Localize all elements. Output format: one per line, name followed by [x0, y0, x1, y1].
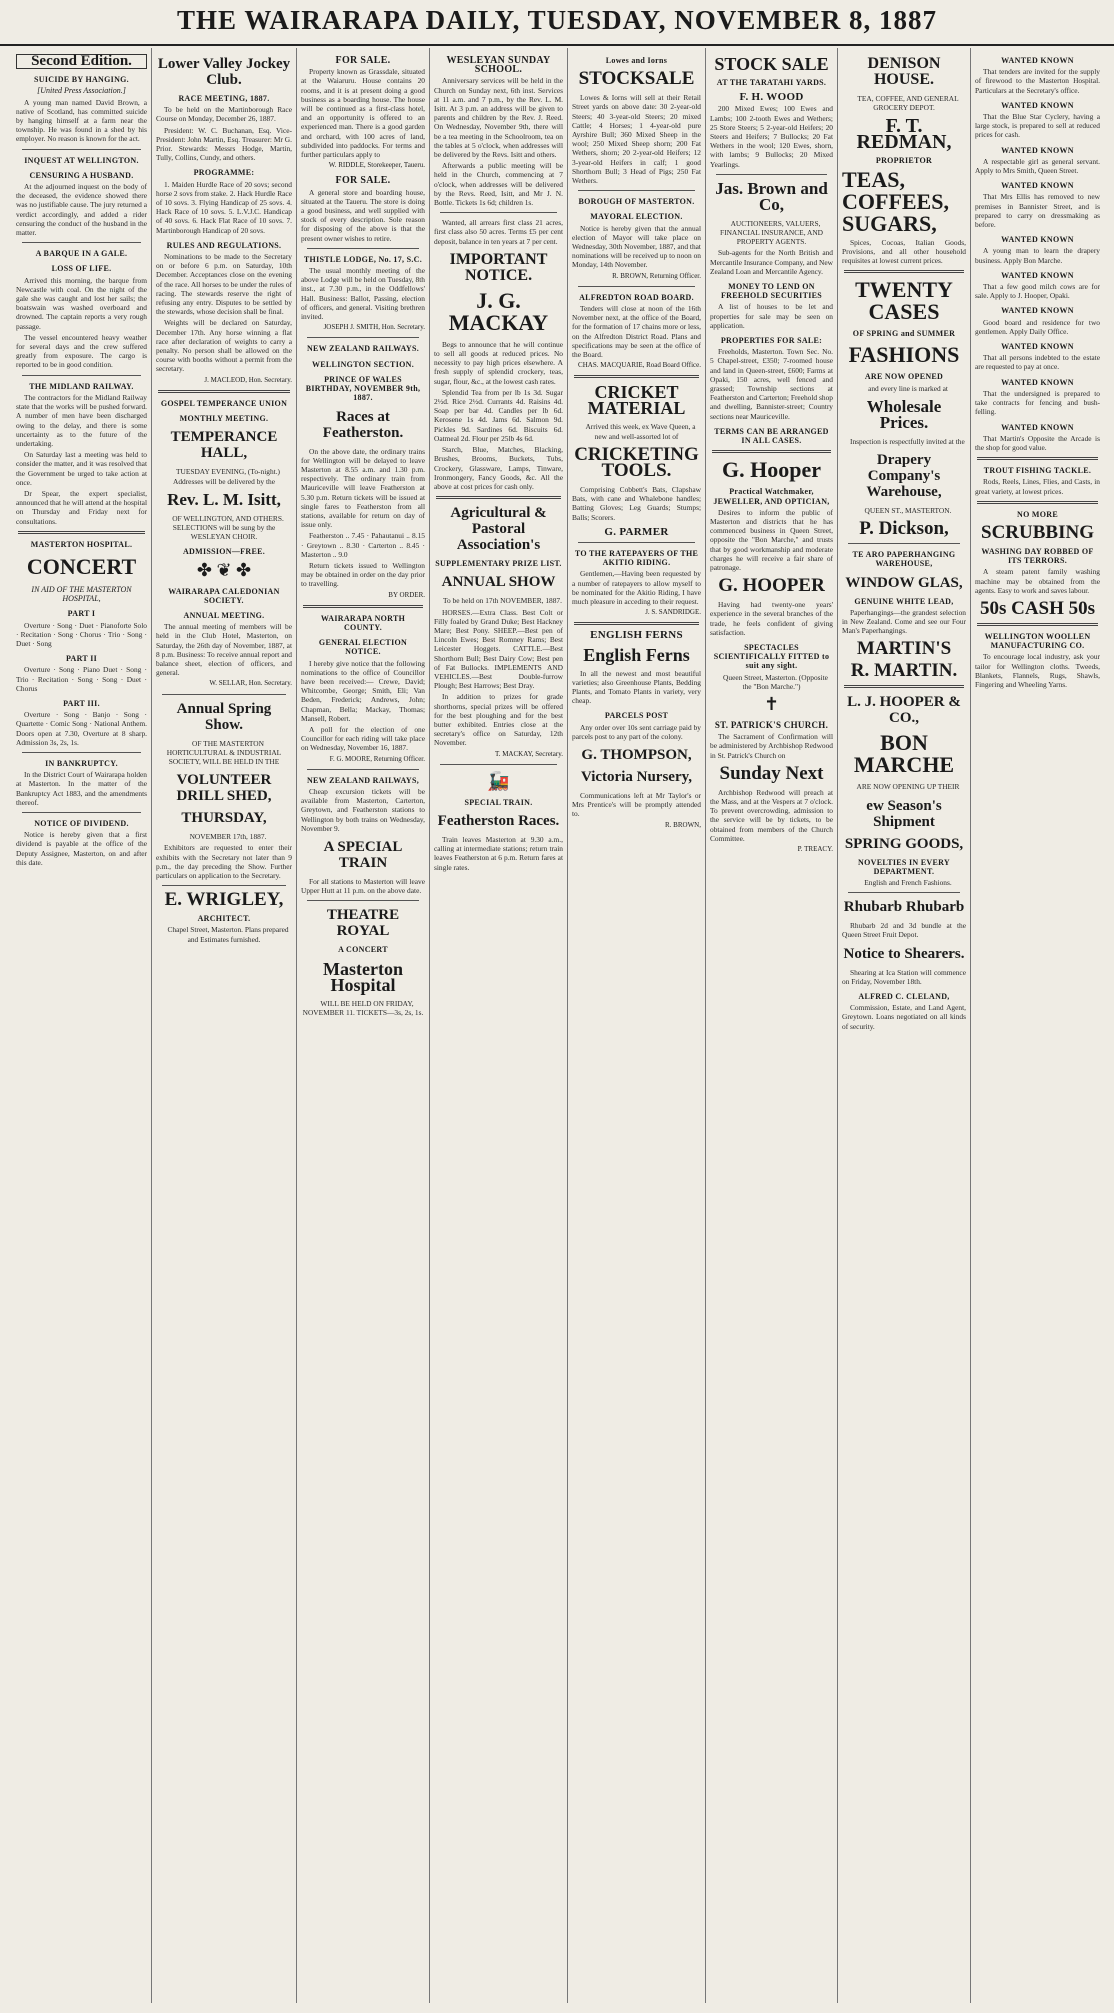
now-opened: ARE NOW OPENED — [864, 372, 944, 382]
teas: TEAS, — [842, 166, 905, 192]
ferns-head: ENGLISH FERNS — [590, 629, 683, 642]
concert-sub: IN AID OF THE MASTERTON HOSPITAL, — [31, 584, 132, 604]
edition-label: Second Edition. — [16, 54, 147, 69]
mayoral-head: MAYORAL ELECTION. — [590, 212, 683, 222]
r-martin: R. MARTIN. — [850, 660, 958, 682]
special-train-head: SPECIAL TRAIN. — [464, 797, 533, 807]
wanted-5: WANTED KNOWN — [1001, 235, 1074, 245]
wanted-2: WANTED KNOWN — [1001, 100, 1074, 110]
victoria-nursery: Victoria Nursery, — [580, 768, 693, 785]
concert-part-3: PART III. — [63, 698, 100, 708]
parmer-name: G. PARMER — [604, 525, 669, 538]
wanted-4: WANTED KNOWN — [1001, 181, 1074, 191]
forsale-2: FOR SALE. — [335, 175, 391, 187]
general-election: GENERAL ELECTION NOTICE. — [318, 638, 408, 657]
heading-inquest: INQUEST AT WELLINGTON. — [24, 155, 139, 165]
cross-icon: ✝ — [763, 693, 780, 714]
concert-part-2: PART II — [65, 654, 98, 664]
wesleyan-head: WESLEYAN SUNDAY SCHOOL. — [446, 55, 551, 76]
mackay-name: J. G. MACKAY — [448, 287, 549, 335]
hooper-trade: Practical Watchmaker, JEWELLER, AND OPTICIAN, — [713, 487, 830, 506]
dickson-name: P. Dickson, — [859, 518, 949, 540]
white-lead: GENUINE WHITE LEAD, — [854, 596, 954, 606]
spring-goods: SPRING GOODS, — [844, 835, 964, 852]
wanted-3: WANTED KNOWN — [1001, 145, 1074, 155]
election-head: WAIRARAPA NORTH COUNTY. — [320, 613, 406, 632]
novelties: NOVELTIES IN EVERY DEPARTMENT. — [858, 857, 950, 876]
hooper-name-2: G. HOOPER — [718, 575, 825, 597]
column-7: DENISON HOUSE. TEA, COFFEE, AND GENERAL GROCERY DEPOT. F. T. REDMAN, PROPRIETOR TEAS, COFFEES, SUGARS, Spices, Cocoas, Italian Goods, Provisions, and all other household requisites at lowest current prices. TWENTY CASES OF SPRING and SUMMER FASHIONS ARE NOW OPENED and every line is marked at Wholesale Prices. Inspection is respectfully invited at the Drapery Company's Warehouse, QUEEN ST., MASTERTON. P. Dickson, TE ARO PAPERHANGING WAREHOUSE, WINDOW GLAS, GENUINE WHITE LEAD, Paperhangings—the grandest selection in New Zealand. Come and see our Four Man's Paperhangings. MARTIN'S R. MARTIN. L. J. HOOPER & CO., BON MARCHE ARE NOW OPENING UP THEIR ew Season's Shipment SPRING GOODS, NOVELTIES IN EVERY DEPARTMENT. English and French Fashions. Rhubarb Rhubarb Rhubarb 2d and 3d bundle at the Queen Street Fruit Depot. Notice to Shearers. Shearing at Ica Station will commence on Friday, November 18th. ALFRED C. CLELAND, Commission, Estate, and Land Agent, Greytown. Loans negotiated on all kinds of security. — [838, 48, 971, 2003]
forsale-1: FOR SALE. — [335, 55, 391, 66]
column-4: WESLEYAN SUNDAY SCHOOL. Anniversary services will be held in the Church on Sunday next, 6th inst. Services at 11 a.m. and 7 p.m., by the Rev. L. M. Isitt. At 3 p.m. an address will be given to parents and children by the Rev. J. Reed. On Wednesday, November 9th, there will be a tea meeting in the Schoolroom, tea on the tables at 5 o'clock, when addresses will be delivered by the Revs. Isitt and others. Afterwards a public meeting will be held in the Church, commencing at 7 o'clock, when addresses will be delivered by the Revs. Reed, Isitt, and Mr J. N. Bottle. Tickets 1s 6d; children 1s. Wanted, all arrears first class 21 acres, first class also 50 acres. Terms £5 per cent deposit, balance in ten years at 7 per cent. IMPORTANT NOTICE. J. G. MACKAY Begs to announce that he will continue to sell all goods at reduced prices. No necessity to pay high prices elsewhere. A fresh supply of splendid crockery, teas, sugar, flour, &c., at the lowest cash rates. Splendid Tea from per lb 1s 3d. Sugar 2½d. Rice 2½d. Currants 4d. Raisins 4d. Soap per bar 4d. Candles per lb 6d. Kerosene 1s 4d. Jams 6d. Salmon 9d. Pickles 9d. Sardines 6d. Biscuits 6d. Oatmeal 2d. Flour per 25lb 4s 6d. Starch, Blue, Matches, Blacking, Brushes, Brooms, Buckets, Tubs, Crockery, Glassware, Lamps, Tinware, Ironmongery, Fancy Goods, &c. All the above at cost prices for cash only. Agricultural & Pastoral Association's SUPPLEMENTARY PRIZE LIST. ANNUAL SHOW To be held on 17th NOVEMBER, 1887. HORSES.—Extra Class. Best Colt or Filly foaled by Grand Duke; Best Hackney Mare; Best Pony. SHEEP.—Best pen of Lincoln Ewes; Best Romney Rams; Best Leicester Hoggets. CATTLE.—Best Shorthorn Bull; Best Dairy Cow; Best pen of Fat Bullocks. IMPLEMENTS AND VEHICLES.—Best Double-furrow Plough; Best Harrows; Best Dray. In addition to prizes for grade shorthorns, special prizes will be offered for the best ploughing and for the best butter exhibited. Entries close at the secretary's office on Saturday, 12th November. T. MACKAY, Secretary. 🚂 SPECIAL TRAIN. Featherston Races. Train leaves Masterton at 9.30 a.m., calling at intermediate stations; return train leaves Featherston at 6 p.m. Return fares at single rates. — [430, 48, 568, 2003]
twenty-cases: TWENTY CASES — [855, 277, 953, 325]
heading-midland: THE MIDLAND RAILWAY. — [29, 381, 134, 391]
thompson-name: G. THOMPSON, — [581, 746, 692, 763]
heading-hospital: MASTERTON HOSPITAL. — [30, 539, 133, 549]
cleland-name: ALFRED C. CLELAND, — [858, 992, 950, 1002]
wanted-10: WANTED KNOWN — [1001, 422, 1074, 432]
ratepayers-head: TO THE RATEPAYERS OF THE AKITIO RIDING. — [574, 548, 699, 568]
lodge-head: THISTLE LODGE, No. 17, S.C. — [303, 254, 423, 264]
taratahi-yards: AT THE TARATAHI YARDS. — [716, 78, 827, 87]
rhubarb: Rhubarb Rhubarb — [843, 899, 965, 916]
notice-shearers: Notice to Shearers. — [843, 945, 965, 962]
spring-summer: OF SPRING and SUMMER — [852, 329, 956, 339]
drapery-warehouse: Drapery Company's Warehouse, — [866, 452, 942, 501]
terms-cases: TERMS CAN BE ARRANGED IN ALL CASES. — [714, 426, 829, 446]
supp-list: SUPPLEMENTARY PRIZE LIST. — [435, 559, 562, 569]
thursday: THURSDAY, — [181, 810, 267, 827]
temperance-hall: TEMPERANCE HALL, — [170, 429, 278, 462]
denison-house: DENISON HOUSE. — [867, 55, 941, 88]
proprietor-label: PROPRIETOR — [875, 156, 933, 166]
alfredton-head: ALFREDTON ROAD BOARD. — [579, 292, 694, 302]
club-title: Lower Valley Jockey Club. — [157, 56, 291, 88]
hooper-name: G. Hooper — [722, 457, 821, 483]
spring-show: Annual Spring Show. — [176, 700, 272, 733]
scrubbing: SCRUBBING — [981, 521, 1094, 543]
gospel-head: GOSPEL TEMPERANCE UNION — [160, 398, 288, 408]
no-more: NO MORE — [1017, 509, 1058, 519]
fashions: FASHIONS — [848, 342, 960, 368]
bon-marche: BON MARCHE — [853, 730, 955, 778]
architect-label: ARCHITECT. — [197, 914, 251, 924]
fifty-cash: 50s CASH 50s — [979, 597, 1096, 619]
woollen-co: WELLINGTON WOOLLEN MANUFACTURING CO. — [984, 631, 1091, 651]
concert-title: CONCERT — [26, 553, 137, 579]
nzr2-head: NEW ZEALAND RAILWAYS, — [306, 775, 420, 785]
featherston-races: Featherston Races. — [437, 812, 560, 829]
parcels-head: PARCELS POST — [604, 711, 669, 721]
money-lend: MONEY TO LEND ON FREEHOLD SECURITIES — [720, 282, 823, 301]
theatre-royal: THEATRE ROYAL — [326, 907, 400, 940]
special-train: A SPECIAL TRAIN — [323, 839, 403, 872]
terrors: WASHING DAY ROBBED OF ITS TERRORS. — [981, 546, 1094, 566]
heading-dividend: NOTICE OF DIVIDEND. — [34, 819, 129, 828]
lowes-head: Lowes and Iorns — [605, 56, 668, 65]
stock-sale: STOCK SALE — [714, 54, 829, 74]
heading-loss: LOSS OF LIFE. — [51, 264, 112, 274]
column-1: Second Edition. SUICIDE BY HANGING. [United Press Association.] A young man named David Brown, a native of Scotland, has committed suicide by hanging himself at a farm near the township. He was found in a shed by his employer. No reason is known for the act. INQUEST AT WELLINGTON. CENSURING A HUSBAND. At the adjourned inquest on the body of the deceased, the evidence showed there was no justifiable cause. The jury returned a verdict accordingly, and added a rider censuring the conduct of the husband in the matter. A BARQUE IN A GALE. LOSS OF LIFE. Arrived this morning, the barque from Newcastle with coal. On the night of the gale she was caught and lost her sails; the boatswain was washed overboard and drowned. The captain reports a very rough passage. The vessel encountered heavy weather for several days and the crew suffered greatly from exposure. The cargo is reported to be in good condition. THE MIDLAND RAILWAY. The contractors for the Midland Railway state that the works will be pushed forward. A number of men have been discharged owing to the delay, and there is some uncertainty as to the future of the undertaking. On Saturday last a meeting was held to consider the matter, and it was resolved that the Government be urged to take action at once. Dr Spear, the expert specialist, announced that he will attend at the hospital on Thursday and Friday next for consultations. MASTERTON HOSPITAL. CONCERT IN AID OF THE MASTERTON HOSPITAL, PART I Overture · Song · Duet · Pianoforte Solo · Recitation · Song · Chorus · Trio · Song · Duet · Song PART II Overture · Song · Piano Duet · Song · Trio · Recitation · Song · Song · Duet · Chorus PART III. Overture · Song · Banjo · Song · Quartette · Comic Song · National Anthem. Doors open at 7.30, Overture at 8 sharp. Admission 3s, 2s, 1s. IN BANKRUPTCY. In the District Court of Wairarapa holden at Masterton. In the matter of the Bankruptcy Act 1883, and the amendments thereof. NOTICE OF DIVIDEND. Notice is hereby given that a first dividend is payable at the office of the Deputy Assignee, Masterton, on and after this date. — [12, 48, 152, 2003]
hoopers-name: L. J. HOOPER & CO., — [847, 694, 961, 727]
english-ferns: English Ferns — [583, 644, 690, 665]
press-assoc: [United Press Association.] — [37, 86, 126, 96]
wellington-section: WELLINGTON SECTION. — [311, 359, 415, 369]
properties-head: PROPERTIES FOR SALE: — [720, 336, 823, 346]
wood-name: F. H. WOOD — [739, 91, 804, 104]
column-8: WANTED KNOWN That tenders are invited for the supply of firewood to the Masterton Hospital. Particulars at the Secretary's office. WANTED KNOWN That the Blue Star Cyclery, having a large stock, is prepared to sell at reduced prices for cash. WANTED KNOWN A respectable girl as general servant. Apply to Mrs Smith, Queen Street. WANTED KNOWN That Mrs Ellis has removed to new premises in Bannister Street, and is prepared to carry on dressmaking as before. WANTED KNOWN A young man to learn the drapery business. Apply Bon Marche. WANTED KNOWN That a few good milch cows are for sale. Apply to J. Hooper, Opaki. WANTED KNOWN Good board and residence for two gentlemen. Apply Daily Office. WANTED KNOWN That all persons indebted to the estate are requested to pay at once. WANTED KNOWN That the undersigned is prepared to take contracts for fencing and bush-felling. WANTED KNOWN That Martin's Opposite the Arcade is the shop for good value. TROUT FISHING TACKLE. Rods, Reels, Lines, Flies, and Casts, in great variety, at lowest prices. NO MORE SCRUBBING WASHING DAY ROBBED OF ITS TERRORS. A steam patent family washing machine may be obtained from the agents. Easy to work and saves labour. 50s CASH 50s WELLINGTON WOOLLEN MANUFACTURING CO. To encourage local industry, ask your tailor for Wellington cloths. Tweeds, Blankets, Flannels, Rugs, Shawls, Fingering and Wheeling Yarns. — [975, 56, 1100, 689]
heading-suicide: SUICIDE BY HANGING. — [34, 75, 129, 85]
monthly-meeting: MONTHLY MEETING. — [179, 414, 269, 424]
drill-shed: VOLUNTEER DRILL SHED, — [176, 772, 272, 805]
important-notice: IMPORTANT NOTICE. — [449, 250, 548, 284]
a-concert: A CONCERT — [338, 945, 388, 955]
window-glass: WINDOW GLAS, — [845, 574, 963, 591]
wanted-6: WANTED KNOWN — [1001, 270, 1074, 280]
column-6: STOCK SALE AT THE TARATAHI YARDS. F. H. WOOD 200 Mixed Ewes; 100 Ewes and Lambs; 100 2-tooth Ewes and Wethers; 25 Store Steers; 5 2-year-old Heifers; 20 Steers and Heifers; 7 Bullocks; 20 Fat Wethers in the wool; 120 Ewes, shorn, with lambs; 9 Bullocks; 20 Mixed Yearlings. Jas. Brown and Co, AUCTIONEERS, VALUERS, FINANCIAL INSURANCE, AND PROPERTY AGENTS. Sub-agents for the North British and Mercantile Insurance Company, and New Zealand Loan and Mercantile Agency. MONEY TO LEND ON FREEHOLD SECURITIES A list of houses to be let and properties for sale may be seen on application. PROPERTIES FOR SALE: Freeholds, Masterton. Town Sec. No. 5 Chapel-street, £350; 7-roomed house and land in Queen-street, £600; Farms at Opaki, 150 acres, well fenced and grassed; Township sections at Featherston and Carterton; Freehold shop and dwelling, Bannister-street; Country sections near Mauriceville. TERMS CAN BE ARRANGED IN ALL CASES. G. Hooper Practical Watchmaker, JEWELLER, AND OPTICIAN, Desires to inform the public of Masterton and districts that he has commenced business in Queen Street, opposite the "Bon Marche," and trusts that by good workmanship and moderate charges he will receive a fair share of patronage. G. HOOPER Having had twenty-one years' experience in the several branches of the trade, he feels confident of giving satisfaction. SPECTACLES SCIENTIFICALLY FITTED to suit any sight. Queen Street, Masterton. (Opposite the "Bon Marche.") ✝ ST. PATRICK'S CHURCH. The Sacrament of Confirmation will be administered by Archbishop Redwood in St. Patrick's Church on Sunday Next Archbishop Redwood will preach at the Mass, and at the Vespers at 7 o'clock. To prevent overcrowding, admission to the service will be by tickets, to be obtained from members of the Church Committee. P. TREACY. — [706, 48, 838, 2003]
browns-name: Jas. Brown and Co, — [715, 178, 828, 214]
isitt-name: Rev. L. M. Isitt, — [167, 489, 281, 509]
locomotive-image: 🚂 — [487, 770, 510, 791]
church-head: ST. PATRICK'S CHURCH. — [714, 719, 829, 730]
nzr-head: NEW ZEALAND RAILWAYS. — [306, 344, 420, 354]
te-aro-head: TE ARO PAPERHANGING WAREHOUSE, — [852, 550, 956, 569]
admission-free: ADMISSION—FREE. — [182, 547, 266, 557]
martins: MARTIN'S — [856, 638, 952, 660]
agri-head: Agricultural & Pastoral Association's — [450, 505, 547, 554]
new-season-shipment: ew Season's Shipment — [866, 797, 942, 830]
stocksale: STOCKSALE — [578, 68, 695, 90]
cricket-material: CRICKET MATERIAL — [587, 382, 686, 419]
column-5: Lowes and Iorns STOCKSALE Lowes & Iorns will sell at their Retail Street yards on above date: 30 2-year-old Steers; 40 3-year-old Steers; 20 mixed Cattle; 4 Horses; 1 4-year-old pure Ayrshire Bull; 360 Mixed Sheep in the wool; 250 Mixed Sheep shorn; 200 Fat Wethers, shorn; 20 2-year-old Heifers; 12 3-year-old Heifers in calf; 1 good Shorthorn Bull; 3 Head of Pigs; 250 Fat Wethers. BOROUGH OF MASTERTON. MAYORAL ELECTION. Notice is hereby given that the annual election of Mayor will take place on Wednesday, 30th November, 1887, and that nominations will be received up to noon on Monday, 14th November. R. BROWN, Returning Officer. ALFREDTON ROAD BOARD. Tenders will close at noon of the 16th November next, at the office of the Board, for the formation of 17 chains more or less, on the Alfredton District Road. Plans and specifications may be seen at the office of the Board. CHAS. MACQUARIE, Road Board Office. CRICKET MATERIAL Arrived this week, ex Wave Queen, a new and well-assorted lot of CRICKETING TOOLS. Comprising Cobbett's Bats, Clapshaw Bats, with cane and Whalebone handles; Batting Gloves; Leg Guards; Stumps; Balls; Scorers. G. PARMER TO THE RATEPAYERS OF THE AKITIO RIDING. Gentlemen,—Having been requested by a number of ratepayers to allow myself to be nominated for the Akitio Riding, I have much pleasure in acceding to their request. J. S. SANDRIDGE. ENGLISH FERNS English Ferns In all the newest and most beautiful varieties; also Greenhouse Plants, Bedding Plants, and Tomato Plants in variety, very cheap. PARCELS POST Any order over 10s sent carriage paid by parcels post to any part of the colony. G. THOMPSON, Victoria Nursery, Communications left at Mr Taylor's or Mrs Prentice's will be promptly attended to. R. BROWN, — [568, 48, 706, 2003]
heading-bankruptcy: IN BANKRUPTCY. — [45, 758, 118, 768]
wanted-1: WANTED KNOWN — [1001, 56, 1074, 65]
wanted-9: WANTED KNOWN — [1001, 377, 1074, 387]
cricket-tools: CRICKETING TOOLS. — [574, 443, 699, 481]
caledonian-head: WAIRARAPA CALEDONIAN SOCIETY. — [168, 586, 280, 605]
wanted-8: WANTED KNOWN — [1001, 342, 1074, 352]
borough-head: BOROUGH OF MASTERTON. — [578, 197, 695, 207]
annual-show: ANNUAL SHOW — [441, 574, 556, 591]
races-featherston: Races at Featherston. — [322, 408, 404, 441]
wrigley-name: E. WRIGLEY, — [164, 889, 284, 911]
thistle-emblem: ✤ ❦ ✤ — [196, 559, 252, 580]
annual-meeting: ANNUAL MEETING. — [183, 610, 265, 620]
column-3: FOR SALE. Property known as Grassdale, situated at the Waiaruru. House contains 20 rooms, and it is at present doing a good business as a boarding house. The house will be continued as a first-class hotel, and an opportunity is offered to an experienced man. There is a good garden and orchard, with 100 acres of land, subdivided into paddocks. For terms and further particulars apply to W. RIDDLE, Storekeeper, Taueru. FOR SALE. A general store and boarding house, situated at the Taueru. The store is doing a good business, and well supplied with stock of every description. Sole reason for disposing of the above is that the present owner wishes to retire. THISTLE LODGE, No. 17, S.C. The usual monthly meeting of the above Lodge will be held on Tuesday, 8th inst., at 7.30 p.m., in the Oddfellows' Hall. Business: Ballot, Passing, election of officers, and general. Visiting brethren invited. JOSEPH J. SMITH, Hon. Secretary. NEW ZEALAND RAILWAYS. WELLINGTON SECTION. PRINCE OF WALES BIRTHDAY, NOVEMBER 9th, 1887. Races at Featherston. On the above date, the ordinary trains for Wellington will be delayed to leave Masterton at 8.55 a.m. and 1.30 p.m. respectively. The ordinary train from Mauriceville will leave Featherston at 5.30 p.m. Return tickets will be issued at single fares to Featherston from all stations, available for return on day of issue only. Featherston .. 7.45 · Pahautanui .. 8.15 · Greytown .. 8.30 · Carterton .. 8.45 · Masterton .. 9.0 Return tickets issued to Wellington may be obtained in order on the day prior to travelling. BY ORDER. WAIRARAPA NORTH COUNTY. GENERAL ELECTION NOTICE. I hereby give notice that the following nominations to the office of Councillor have been received:— Crewe, David; Whitcombe, George; Smith, Eli; Van Beden, Frederick; Andrews, John; Chapman, Bella; Mackay, Thomas; Mansell, Robert. A poll for the election of one Councillor for each riding will take place on Wednesday, November 16, 1887. F. G. MOORE, Returning Officer. NEW ZEALAND RAILWAYS, Cheap excursion tickets will be available from Masterton, Carterton, Greytown, and Featherston stations to Wellington by both trains on Wednesday, November 9. A SPECIAL TRAIN For all stations to Masterton will leave Upper Hutt at 11 p.m. on the above date. THEATRE ROYAL A CONCERT Masterton Hospital WILL BE HELD ON FRIDAY, NOVEMBER 11. TICKETS—3s, 2s, 1s. — [297, 48, 430, 2003]
hospital-aid: Masterton Hospital — [323, 958, 403, 995]
trout-tackle: TROUT FISHING TACKLE. — [983, 466, 1092, 476]
race-meeting: RACE MEETING, 1887. — [178, 94, 270, 103]
heading-barque: A BARQUE IN A GALE. — [35, 249, 128, 259]
sunday-next: Sunday Next — [719, 762, 824, 784]
sugars: SUGARS, — [842, 210, 937, 236]
concert-part-1: PART I — [67, 609, 96, 619]
rules-head: RULES AND REGULATIONS. — [166, 240, 282, 250]
columns — [12, 48, 1104, 2003]
prince-head: PRINCE OF WALES BIRTHDAY, NOVEMBER 9th, 1887. — [305, 374, 421, 403]
redman-name: F. T. REDMAN, — [856, 115, 952, 154]
wholesale-prices: Wholesale Prices. — [866, 396, 942, 432]
masthead — [0, 0, 1114, 46]
spectacles: SPECTACLES SCIENTIFICALLY FITTED to suit any sight. — [713, 642, 830, 671]
heading-censuring: CENSURING A HUSBAND. — [29, 170, 134, 180]
brown-sign: R. BROWN, — [665, 820, 701, 829]
coffees: COFFEES, — [842, 188, 949, 214]
wanted-7: WANTED KNOWN — [1001, 306, 1074, 316]
column-2: Lower Valley Jockey Club. RACE MEETING, 1887. To be held on the Martinborough Race Course on Monday, December 26, 1887. President: W. C. Buchanan, Esq. Vice-President: John Martin, Esq. Treasurer: Mr G. Prior. Stewards: Messrs Hodge, Martin, Tully, Collins, Cundy, and others. PROGRAMME: 1. Maiden Hurdle Race of 20 sovs; second horse 2 sovs from stake. 2. Hack Hurdle Race of 10 sovs. 3. Flying Handicap of 25 sovs. 4. Hack Race of 10 sovs. 5. L.V.J.C. Handicap of 40 sovs. 6. Hack Flat Race of 10 sovs. 7. Martinborough Handicap of 20 sovs. RULES AND REGULATIONS. Nominations to be made to the Secretary on or before 6 p.m. on Saturday, 10th December. Acceptances close on the evening of the race. All horses to be under the rules of racing. The stewards reserve the right of refusing any entry. Disputes to be settled by the stewards, whose decision shall be final. Weights will be declared on Saturday, December 17th. Any horse winning a flat race after declaration of weights to carry a penalty. No person shall be allowed on the course with booths without a permit from the secretary. J. MACLEOD, Hon. Secretary. GOSPEL TEMPERANCE UNION MONTHLY MEETING. TEMPERANCE HALL, TUESDAY EVENING, (To-night.) Addresses will be delivered by the Rev. L. M. Isitt, OF WELLINGTON, AND OTHERS. SELECTIONS will be sung by the WESLEYAN CHOIR. ADMISSION—FREE. ✤ ❦ ✤ WAIRARAPA CALEDONIAN SOCIETY. ANNUAL MEETING. The annual meeting of members will be held in the Club Hotel, Masterton, on Saturday, the 26th day of November, 1887, at 8 p.m. Business: To receive annual report and balance sheet, election of officers, and general. W. SELLAR, Hon. Secretary. Annual Spring Show. OF THE MASTERTON HORTICULTURAL & INDUSTRIAL SOCIETY, WILL BE HELD IN THE VOLUNTEER DRILL SHED, THURSDAY, NOVEMBER 17th, 1887. Exhibitors are requested to enter their exhibits with the Secretary not later than 9 p.m., the day preceding the Show. Further particulars on application to the Secretary. E. WRIGLEY, ARCHITECT. Chapel Street, Masterton. Plans prepared and Estimates furnished. — [152, 48, 297, 2003]
programme-head: PROGRAMME: — [193, 168, 255, 178]
newspaper-title: THE WAIRARAPA DAILY, TUESDAY, NOVEMBER 8, 1887 — [177, 5, 937, 35]
